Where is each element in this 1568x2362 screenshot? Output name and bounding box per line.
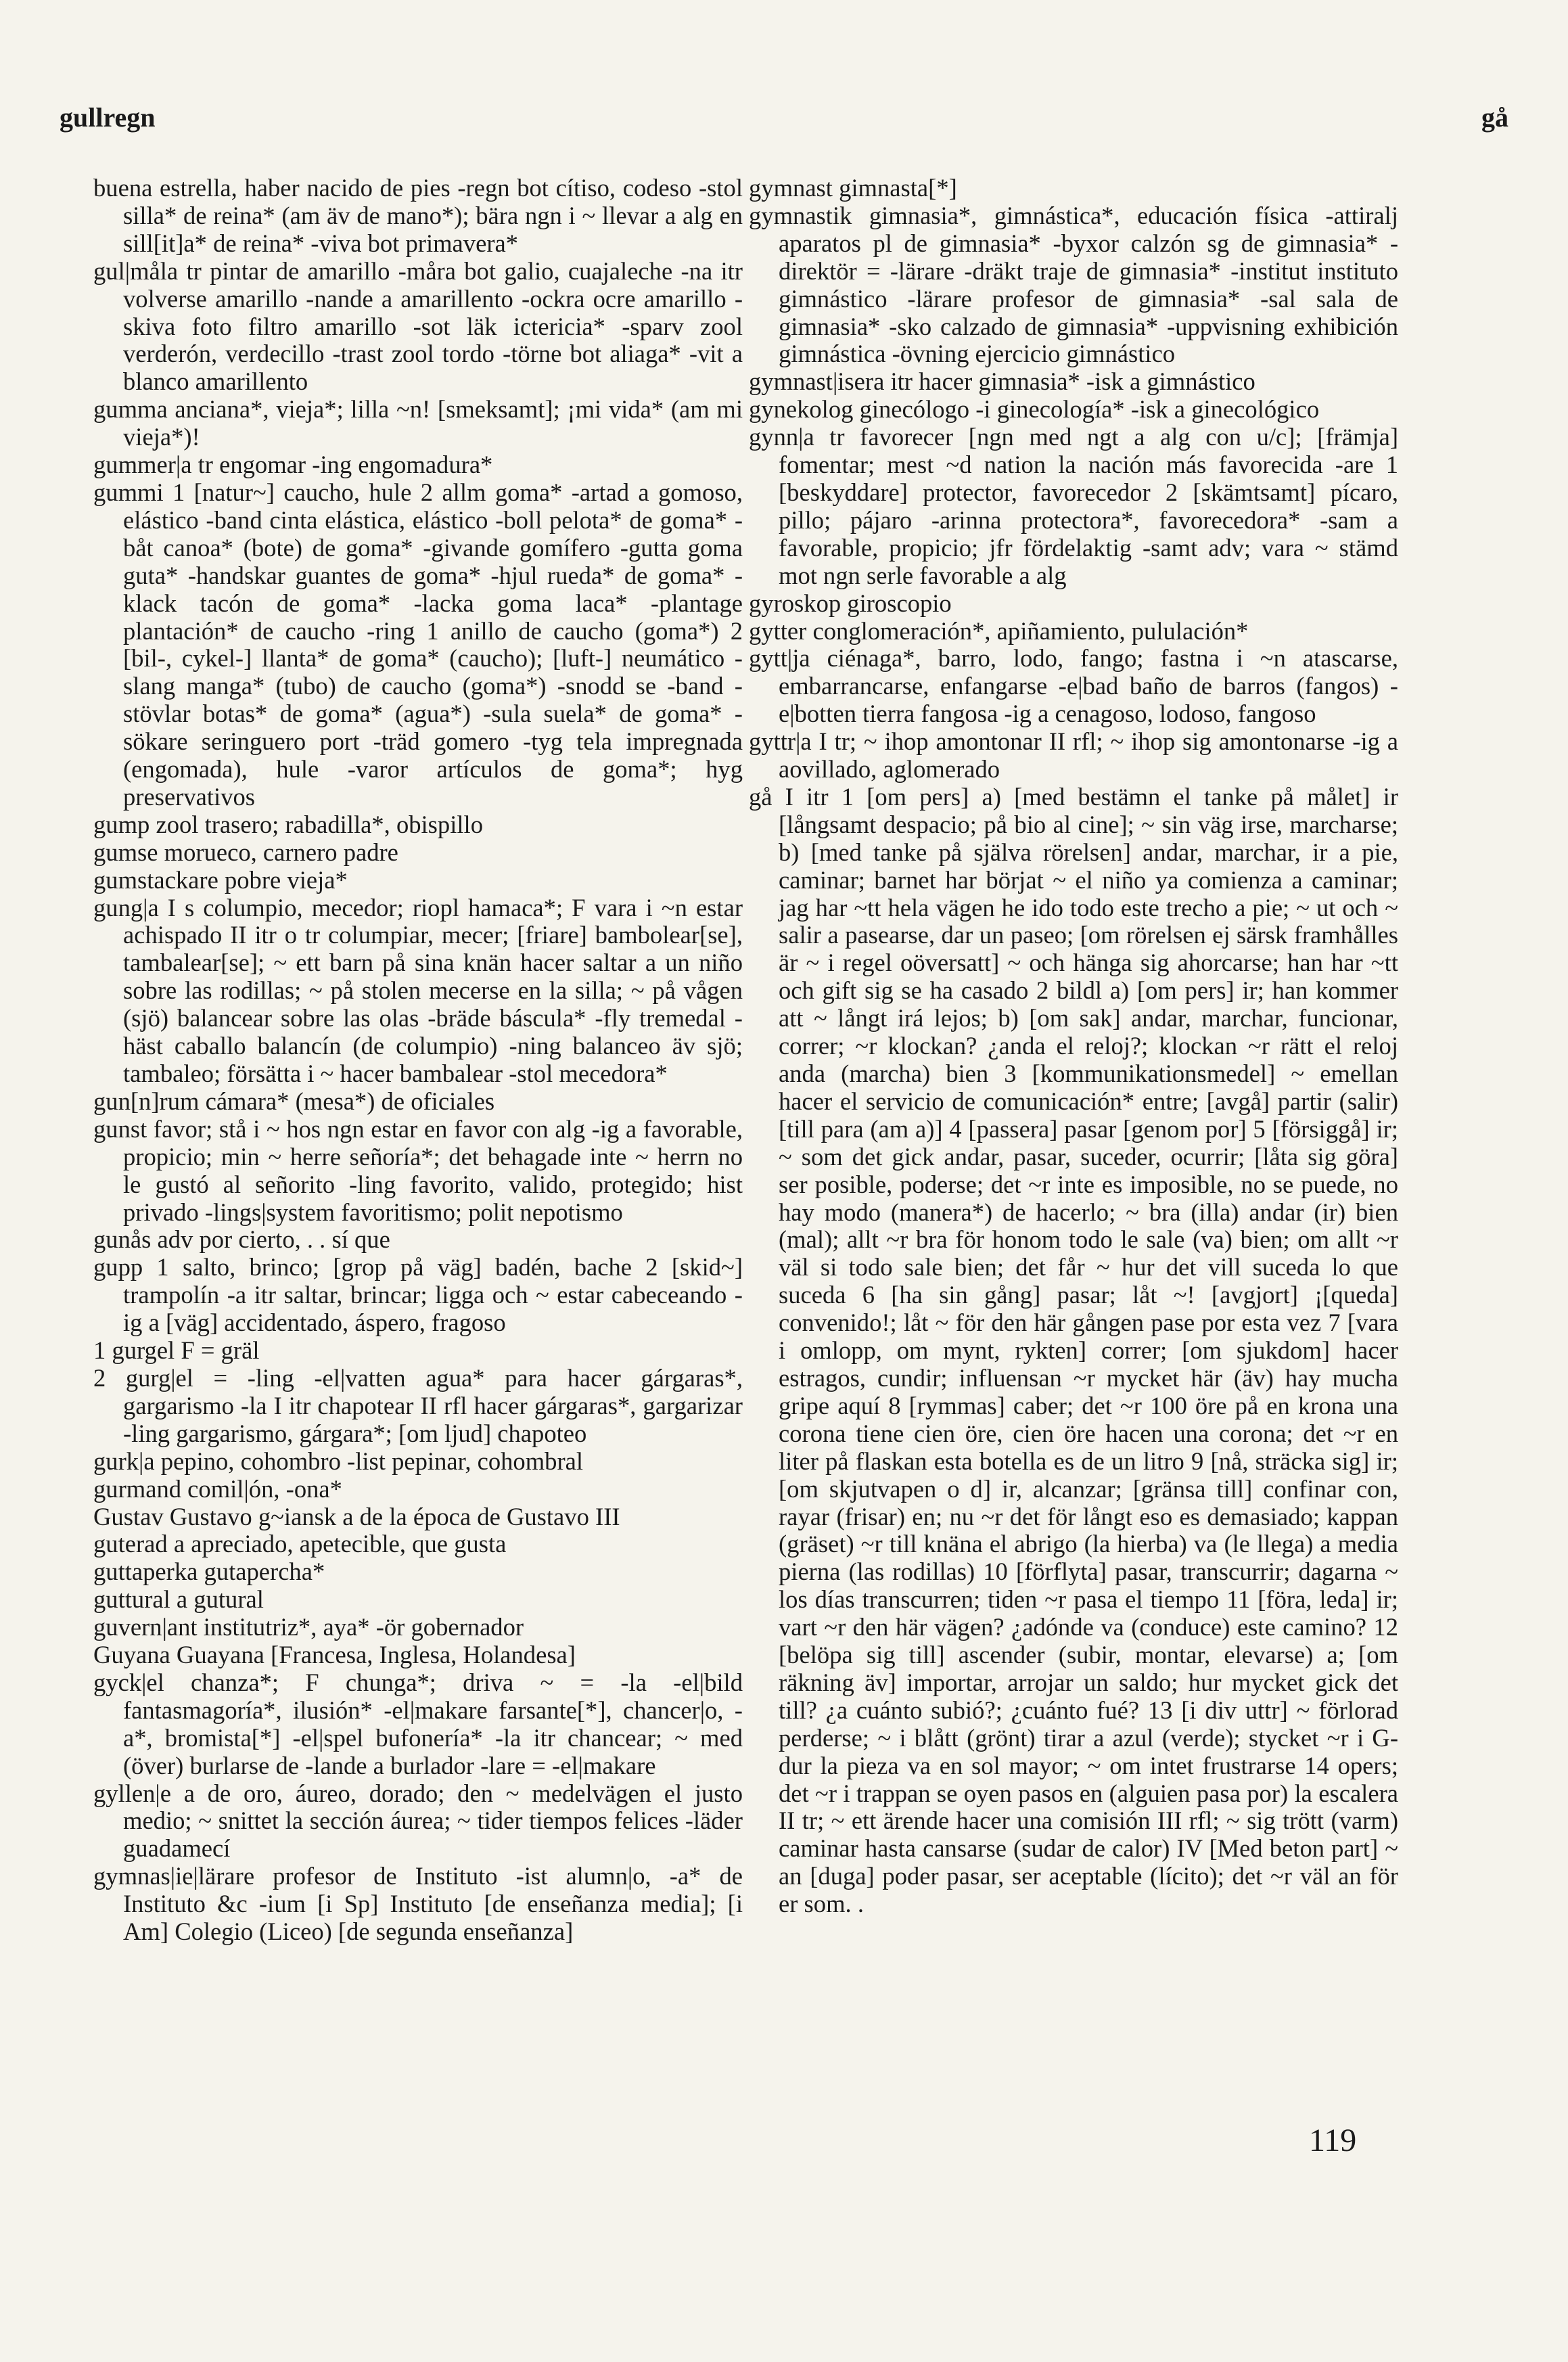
dictionary-entry: gymnast gimnasta[*] <box>749 174 957 202</box>
dictionary-entry: gurmand comil|ón, -ona* <box>93 1474 342 1503</box>
dictionary-entry: gymnas|ie|lärare profesor de Instituto -ist alumn|o, -a* de Instituto &c -ium [i Sp] Instituto [de enseñanza media]; [i Am] Colegio (Liceo) [de segunda enseñanza] <box>93 1862 743 1946</box>
dictionary-entry: gumma anciana*, vieja*; lilla ~n! [smeksamt]; ¡mi vida* (am mi vieja*)! <box>93 395 743 451</box>
dictionary-entry: guttural a gutural <box>93 1585 264 1614</box>
dictionary-entry: gung|a I s columpio, mecedor; riopl hamaca*; F vara i ~n estar achispado II itr o tr columpiar, mecer; [friare] bambolear[se], tambalear[se]; ~ ett barn på sina knän hacer saltar a un niño sobre las rodillas; ~ på stolen mecerse en la silla; ~ på vågen (sjö) balancear sobre las olas -bräde báscula* -fly tremedal -häst caballo balancín (de columpio) -ning balanceo äv sjö; tambaleo; försätta i ~ hacer bambalear -stol mecedora* <box>93 893 743 1087</box>
dictionary-entry: gumstackare pobre vieja* <box>93 865 348 894</box>
page-number: 119 <box>1309 2122 1357 2158</box>
dictionary-entry: gul|måla tr pintar de amarillo -måra bot galio, cuajaleche -na itr volverse amarillo -nande a amarillento -ockra ocre amarillo -skiva foto filtro amarillo -sot läk ictericia* -sparv zool verderón, verdecillo -trast zool tordo -törne bot aliaga* -vit a blanco amarillento <box>93 256 743 396</box>
dictionary-entry: guttaperka gutapercha* <box>93 1558 325 1586</box>
right-column <box>749 175 1398 1918</box>
left-column <box>93 175 743 1946</box>
dictionary-entry: gynn|a tr favorecer [ngn med ngt a alg con u/c]; [främja] fomentar; mest ~d nation la nación más favorecida -are 1 [beskyddare] protector, favorecedor 2 [skämtsamt] pícaro, pillo; pájaro -arinna protectora*, favorecedora* -sam a favorable, propicio; jfr fördelaktig -samt adv; vara ~ stämd mot ngn serle favorable a alg <box>749 423 1398 589</box>
dictionary-entry: guterad a apreciado, apetecible, que gusta <box>93 1530 507 1558</box>
dictionary-entry: gun[n]rum cámara* (mesa*) de oficiales <box>93 1087 495 1115</box>
dictionary-entry: Gustav Gustavo g~iansk a de la época de Gustavo III <box>93 1502 620 1530</box>
dictionary-entry: gummi 1 [natur~] caucho, hule 2 allm goma* -artad a gomoso, elástico -band cinta elástica, elástico -boll pelota* de goma* -båt canoa* (bote) de goma* -givande gomífero -gutta goma guta* -handskar guantes de goma* -hjul rueda* de goma* -klack tacón de goma* -lacka goma laca* -plantage plantación* de caucho -ring 1 anillo de caucho (goma*) 2 [bil-, cykel-] llanta* de goma* (caucho); [luft-] neumático -slang manga* (tubo) de caucho (goma*) -snodd se -band -stövlar botas* de goma* (agua*) -sula suela* de goma* -sökare seringuero port -träd gomero -tyg tela impregnada (engomada), hule -varor artículos de goma*; hyg preservativos <box>93 478 743 811</box>
dictionary-entry: gummer|a tr engomar -ing engomadura* <box>93 451 493 479</box>
dictionary-entry: gump zool trasero; rabadilla*, obispillo <box>93 810 483 838</box>
dictionary-entry: gymnastik gimnasia*, gimnástica*, educación física -attiralj aparatos pl de gimnasia* -byxor calzón sg de gimnasia* -direktör = -lärare -dräkt traje de gimnasia* -institut instituto gimnástico -lärare profesor de gimnasia* -sal sala de gimnasia* -sko calzado de gimnasia* -uppvisning exhibición gimnástica -övning ejercicio gimnástico <box>749 201 1398 368</box>
dictionary-entry: gyllen|e a de oro, áureo, dorado; den ~ medelvägen el justo medio; ~ snittet la sección áurea; ~ tider tiempos felices -läder guadamecí <box>93 1779 743 1863</box>
dictionary-entry: gytt|ja ciénaga*, barro, lodo, fango; fastna i ~n atascarse, embarrancarse, enfangarse -e|bad baño de barros (fangos) -e|botten tierra fangosa -ig a cenagoso, lodoso, fangoso <box>749 644 1398 728</box>
dictionary-entry: gyttr|a I tr; ~ ihop amontonar II rfl; ~ ihop sig amontonarse -ig a aovillado, aglomerado <box>749 727 1398 783</box>
guide-word-left: gullregn <box>60 102 156 133</box>
dictionary-entry: Guyana Guayana [Francesa, Inglesa, Holandesa] <box>93 1641 576 1669</box>
dictionary-entry: gurk|a pepino, cohombro -list pepinar, cohombral <box>93 1447 584 1475</box>
dictionary-entry: gå I itr 1 [om pers] a) [med bestämn el tanke på målet] ir [långsamt despacio; på bio al cine]; ~ sin väg irse, marcharse; b) [med tanke på själva rörelsen] andar, marchar, ir a pie, caminar; barnet har börjat ~ el niño ya comienza a caminar; jag har ~tt hela vägen he ido todo este trecho a pie; ~ ut och ~ salir a pasearse, dar un paseo; [om rörelsen ej särsk framhålles är ~ i regel oöversatt] ~ och hänga sig ahorcarse; han har ~tt och gift sig se ha casado 2 bildl a) [om pers] ir; han kommer att ~ långt irá lejos; b) [om sak] andar, marchar, funcionar, correr; ~r klockan? ¿anda el reloj?; klockan ~r rätt el reloj anda (marcha) bien 3 [kommunikationsmedel] ~ emellan hacer el servicio de comunicación* entre; [avgå] partir (salir) [till para (am a)] 4 [passera] pasar [genom por] 5 [försiggå] ir; ~ som det gick andar, pasar, suceder, ocurrir; [låta sig göra] ser posible, poderse; det ~r inte es imposible, no se puede, no hay modo (manera*) de hacerlo; ~ bra (illa) andar (ir) bien (mal); allt ~r bra för honom todo le sale (va) bien; om allt ~r väl si todo sale bien; det får ~ hur det vill suceda lo que suceda 6 [ha sin gång] pasar; låt ~! [avgjort] ¡[queda] convenido!; låt ~ för den här gången pase por esta vez 7 [vara i omlopp, om mynt, rykten] correr; [om sjukdom] hacer estragos, cundir; influensan ~r mycket här (äv) hay mucha gripe aquí 8 [rymmas] caber; det ~r 100 öre på en krona una corona tiene cien öre, cien öre hacen una corona; det ~r en liter på flaskan esta botella es de un litro 9 [nå, sträcka sig] ir; [om skjutvapen o d] ir, alcanzar; [gränsa till] confinar con, rayar (frisar) en; nu ~r det för långt eso es demasiado; kappan (gräset) ~r till knäna el abrigo (la hierba) va (le llega) a media pierna (las rodillas) 10 [förflyta] pasar, transcurrir; dagarna ~ los días transcurren; tiden ~r pasa el tiempo 11 [föra, leda] ir; vart ~r den här vägen? ¿adónde va (conduce) este camino? 12 [belöpa sig till] ascender (subir, montar, elevarse) a; [om räkning äv] importar, arrojar un saldo; hur mycket gick det till? ¿a cuánto subió?; ¿cuánto fué? 13 [i div uttr] ~ förlorad perderse; ~ i blått (grönt) tirar a azul (verde); stycket ~r i G-dur la pieza va en sol mayor; ~ om intet frustrarse 14 opers; det ~r i trappan se oyen pasos en (alguien pasa por) la escalera II tr; ~ ett ärende hacer una comisión III rfl; ~ sig trött (varm) caminar hasta cansarse (sudar de calor) IV [Med beton part] ~ an [duga] poder pasar, ser aceptable (lícito); det ~r väl an för er som. . <box>749 782 1398 1918</box>
dictionary-entry: gytter conglomeración*, apiñamiento, pululación* <box>749 616 1249 645</box>
dictionary-entry: 1 gurgel F = gräl <box>93 1336 260 1365</box>
dictionary-entry: gupp 1 salto, brinco; [grop på väg] badén, bache 2 [skid~] trampolín -a itr saltar, brincar; ligga och ~ estar cabeceando -ig a [väg] accidentado, áspero, fragoso <box>93 1253 743 1337</box>
dictionary-entry: gunås adv por cierto, . . sí que <box>93 1225 390 1254</box>
dictionary-entry: gynekolog ginecólogo -i ginecología* -isk a ginecológico <box>749 395 1320 424</box>
dictionary-entry: gumse morueco, carnero padre <box>93 838 398 866</box>
dictionary-entry: 2 gurg|el = -ling -el|vatten agua* para hacer gárgaras*, gargarismo -la I itr chapotear II rfl hacer gárgaras*, gargarizar -ling gargarismo, gárgara*; [om ljud] chapoteo <box>93 1363 743 1447</box>
dictionary-entry: gyck|el chanza*; F chunga*; driva ~ = -la -el|bild fantasmagoría*, ilusión* -el|makare farsante[*], chancer|o, -a*, bromista[*] -el|spel bufonería* -la itr chancear; ~ med (över) burlarse de -lande a burlador -lare = -el|makare <box>93 1668 743 1779</box>
dictionary-entry: buena estrella, haber nacido de pies -regn bot cítiso, codeso -stol silla* de reina* (am äv de mano*); bära ngn i ~ llevar a alg en sill[it]a* de reina* -viva bot primavera* <box>93 174 743 257</box>
dictionary-entry: gyroskop giroscopio <box>749 589 952 617</box>
dictionary-entry: guvern|ant institutriz*, aya* -ör gobernador <box>93 1613 524 1641</box>
dictionary-entry: gymnast|isera itr hacer gimnasia* -isk a gimnástico <box>749 367 1255 396</box>
guide-word-right: gå <box>1481 102 1508 133</box>
page-header <box>60 101 1508 142</box>
dictionary-entry: gunst favor; stå i ~ hos ngn estar en favor con alg -ig a favorable, propicio; min ~ herre señoría*; det behagade inte ~ herrn no le gustó al señorito -ling favorito, valido, protegido; hist privado -lings|system favoritismo; polit nepotismo <box>93 1114 743 1226</box>
